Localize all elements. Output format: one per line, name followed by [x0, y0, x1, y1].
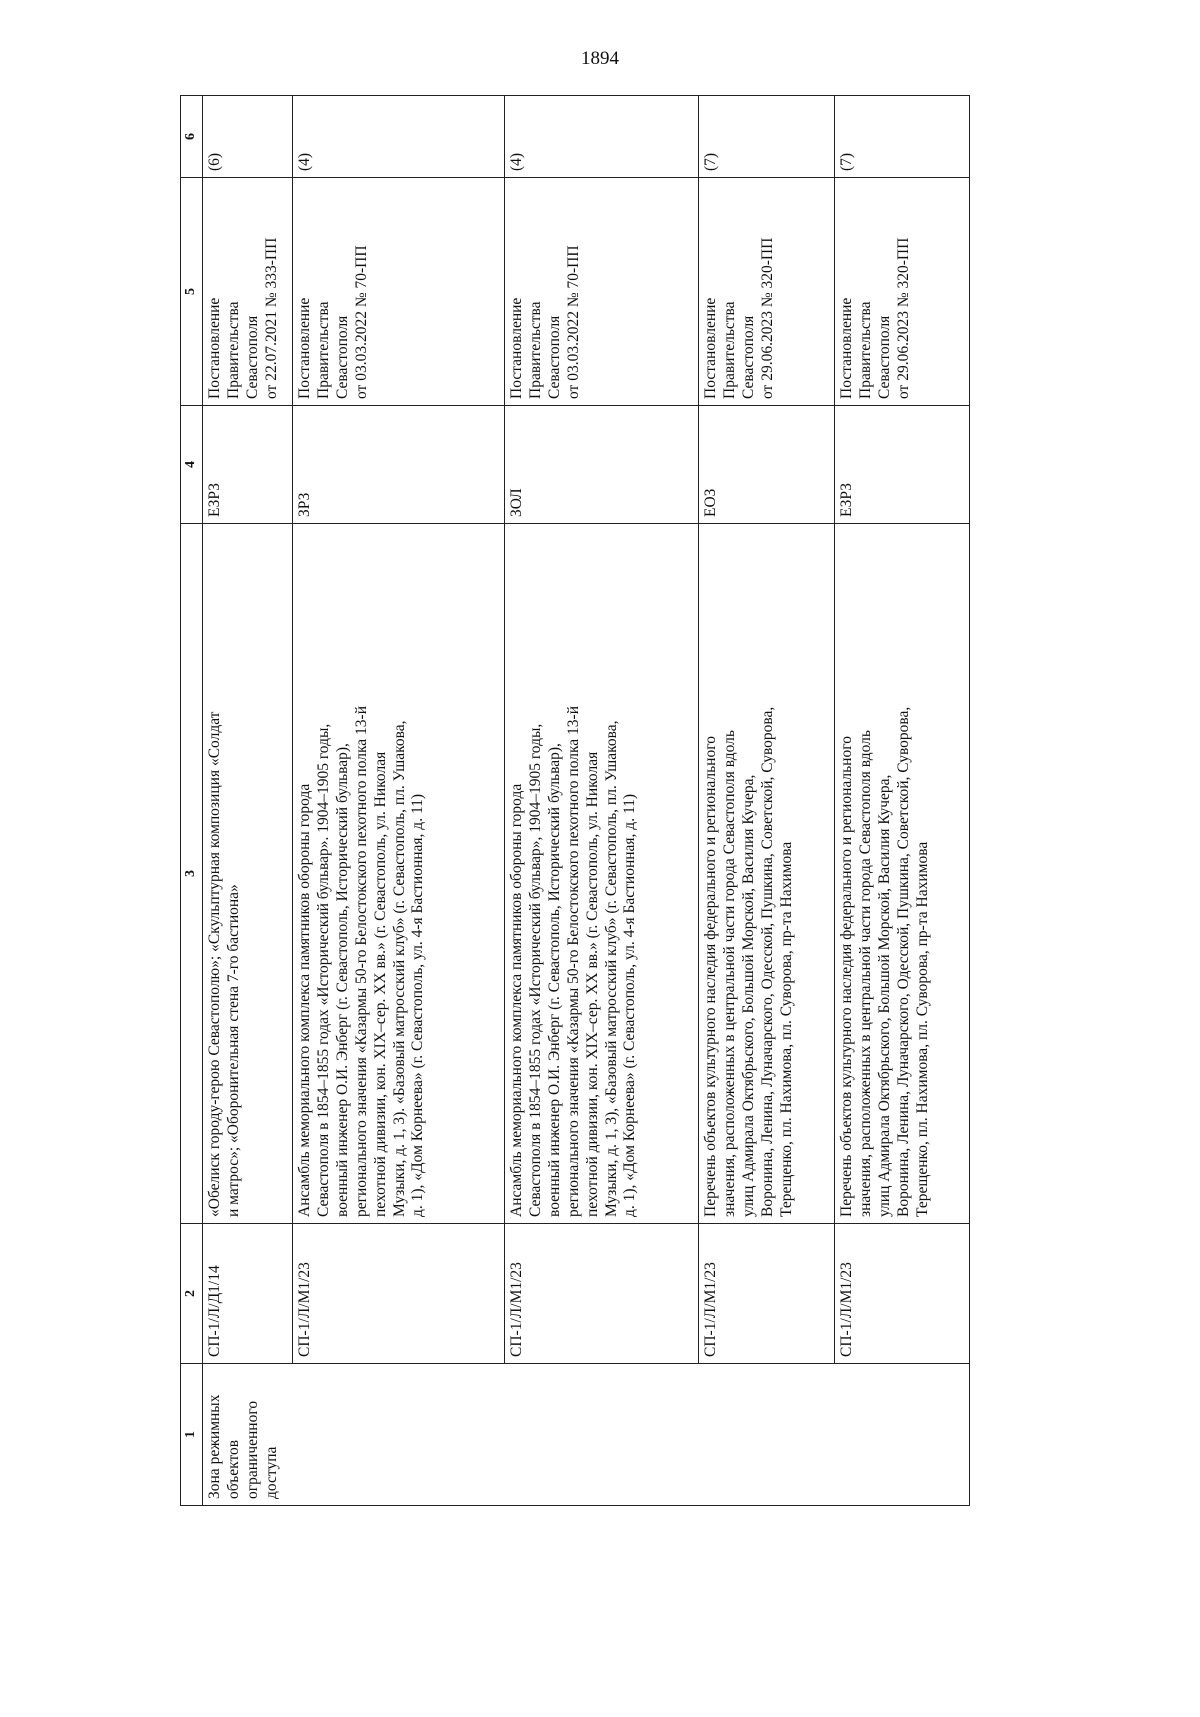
decree-cell: Постановление Правительства Севастополя от 22.07.2021 № 333-ПП: [203, 178, 293, 406]
ref-cell: (4): [505, 96, 699, 178]
header-col-3: 3: [181, 524, 203, 1224]
zone-type-cell: ЕОЗ: [699, 406, 835, 524]
ref-cell: (4): [293, 96, 505, 178]
zones-table: [180, 95, 970, 1506]
decree-cell: Постановление Правительства Севастополя от 03.03.2022 № 70-ПП: [505, 178, 699, 406]
code-cell: СП-1/Л/М1/23: [699, 1224, 835, 1364]
description-cell: Перечень объектов культурного наследия федерального и регионального значения, расположенных в центральной части города Севастополя вдоль улиц Адмирала Октябрьского, Большой Морской, Василия Кучера, Воронина, Ленина, Луначарского, Одесской, Пушкина, Советской, Суворова, Терещенко, пл. Нахимова, пл. Суворова, пр-та Нахимова: [699, 524, 835, 1224]
ref-cell: (6): [203, 96, 293, 178]
table-header-row: [181, 96, 203, 1506]
table-row: [505, 96, 699, 1506]
code-cell: СП-1/Л/М1/23: [505, 1224, 699, 1364]
ref-cell: (7): [699, 96, 835, 178]
code-cell: СП-1/Л/М1/23: [293, 1224, 505, 1364]
zone-type-cell: ЕЗРЗ: [203, 406, 293, 524]
zone-type-cell: ЗРЗ: [293, 406, 505, 524]
zone-type-cell: ЕЗРЗ: [835, 406, 970, 524]
description-cell: Перечень объектов культурного наследия федерального и регионального значения, расположенных в центральной части города Севастополя вдоль улиц Адмирала Октябрьского, Большой Морской, Василия Кучера, Воронина, Ленина, Луначарского, Одесской, Пушкина, Советской, Суворова, Терещенко, пл. Нахимова, пл. Суворова, пр-та Нахимова: [835, 524, 970, 1224]
table-row: [203, 96, 293, 1506]
page-number: 1894: [581, 48, 619, 69]
table-row: [699, 96, 835, 1506]
table-row: [835, 96, 970, 1506]
ref-cell: (7): [835, 96, 970, 178]
table-row: [293, 96, 505, 1506]
description-cell: Ансамбль мемориального комплекса памятников обороны города Севастополя в 1854–1855 годах «Исторический бульвар», 1904–1905 годы, военный инженер О.И. Энберг (г. Севастополь, Исторический бульвар), регионального значения «Казармы 50-го Белостокского пехотного полка 13-й пехотной дивизии, кон. XIX–сер. XX вв.» (г. Севастополь, ул. Николая Музыки, д. 1, 3), «Базовый матросский клуб» (г. Севастополь, пл. Ушакова, д. 1), «Дом Корнеева» (г. Севастополь, ул. 4-я Бастионная, д. 11): [505, 524, 699, 1224]
header-col-6: 6: [181, 96, 203, 178]
header-col-5: 5: [181, 178, 203, 406]
decree-cell: Постановление Правительства Севастополя от 29.06.2023 № 320-ПП: [699, 178, 835, 406]
code-cell: СП-1/Л/М1/23: [835, 1224, 970, 1364]
header-col-1: 1: [181, 1364, 203, 1506]
header-col-4: 4: [181, 406, 203, 524]
code-cell: СП-1/Л/Д1/14: [203, 1224, 293, 1364]
decree-cell: Постановление Правительства Севастополя от 29.06.2023 № 320-ПП: [835, 178, 970, 406]
header-col-2: 2: [181, 1224, 203, 1364]
zone-type-cell: ЗОЛ: [505, 406, 699, 524]
zone-label-cell: Зона режимных объектов ограниченного доступа: [203, 1364, 970, 1506]
description-cell: Ансамбль мемориального комплекса памятников обороны города Севастополя в 1854–1855 годах «Исторический бульвар». 1904–1905 годы, военный инженер О.И. Энберг (г. Севастополь, Исторический бульвар), регионального значения «Казармы 50-го Белостокского пехотного полка 13-й пехотной дивизии, кон. XIX–сер. XX вв.» (г. Севастополь, ул. Николая Музыки, д. 1, 3). «Базовый матросский клуб» (г. Севастополь, пл. Ушакова, д. 1), «Дом Корнеева» (г. Севастополь, ул. 4-я Бастионная, д. 11): [293, 524, 505, 1224]
description-cell: «Обелиск городу-герою Севастополю»; «Скульптурная композиция «Солдат и матрос»; «Оборонительная стена 7-го бастиона»: [203, 524, 293, 1224]
decree-cell: Постановление Правительства Севастополя от 03.03.2022 № 70-ПП: [293, 178, 505, 406]
rotated-table-container: [180, 96, 970, 1506]
